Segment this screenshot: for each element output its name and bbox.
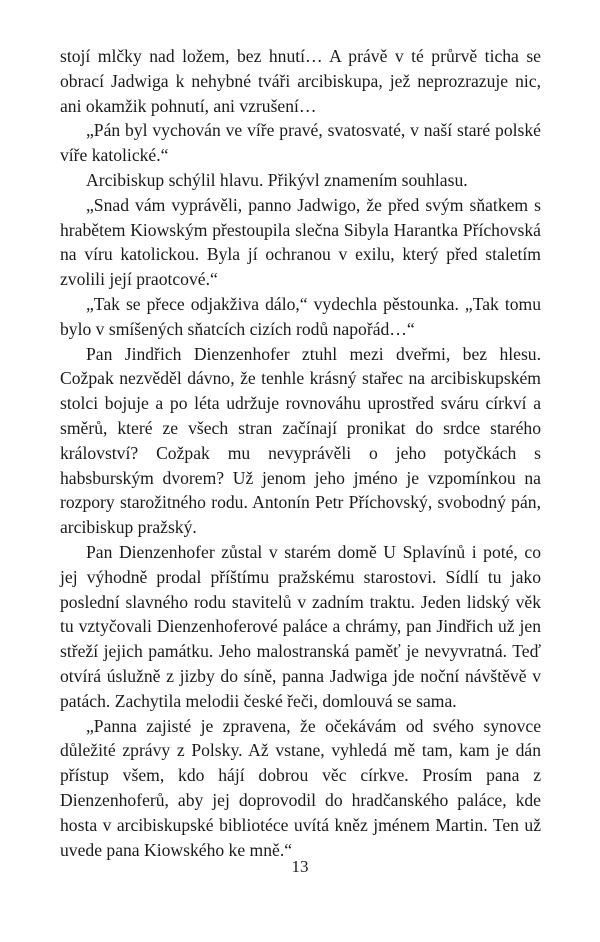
paragraph: Pan Dienzenhofer zůstal v starém domě U Splavínů i poté, co jej výhodně prodal příštímu pražskému starostovi. Sídlí tu jako poslední slavného rodu stavitelů v zadním traktu. Jeden lidský věk tu vztyčovali Dienzenhoferové paláce a chrámy, pan Jindřich už jen střeží jejich památku. Jeho malostranská paměť je nevyvratná. Teď otvírá úslužně z jizby do síně, panna Jadwiga jde noční návštěvě v patách. Zachytila melodii české řeči, domlouvá se sama. [60,541,541,711]
paragraph: „Tak se přece odjakživa dálo,“ vydechla pěstounka. „Tak tomu bylo v smíšených sňatcích cizích rodů napořád…“ [60,293,541,339]
paragraph: Pan Jindřich Dienzenhofer ztuhl mezi dveřmi, bez hlesu. Cožpak nezvěděl dávno, že tenhle krásný stařec na arcibiskupském stolci bojuje a po léta udržuje rovnováhu uprostřed sváru církví a směrů, které ze všech stran začínají pronikat do srdce starého království? Cožpak mu nevyprávěli o jeho potyčkách s habsburským dvorem? Už jenom jeho jméno je vzpomínkou na rozpory starožitného rodu. Antonín Petr Příchovský, svobodný pán, arcibiskup pražský. [60,343,541,538]
paragraph: stojí mlčky nad ložem, bez hnutí… A právě v té průrvě ticha se obrací Jadwiga k nehybné tváři arcibiskupa, jež neprozrazuje nic, ani okamžik pohnutí, ani vzrušení… [60,46,541,116]
page-body [60,44,541,862]
page-number: 13 [291,857,309,876]
paragraph: „Snad vám vyprávěli, panno Jadwigo, že před svým sňatkem s hrabětem Kiowským přestoupila slečna Sibyla Harantka Příchovská na víru katolickou. Byla jí ochranou v exilu, který před staletím zvolili její praotcové.“ [60,194,541,290]
paragraph: Arcibiskup schýlil hlavu. Přikývl znamením souhlasu. [86,169,468,190]
paragraph: „Pán byl vychován ve víře pravé, svatosvaté, v naší staré polské víře katolické.“ [60,120,541,166]
paragraph: „Panna zajisté je zpravena, že očekávám od svého synovce důležité zprávy z Polsky. Až vstane, vyhledá mě tam, kam je dán přístup všem, kdo hájí dobrou věc církve. Prosím pana z Dienzenhoferů, aby jej doprovodil do hradčanského paláce, kde hosta v arcibiskupské bibliotéce uvítá kněz jménem Martin. Ten už uvede pana Kiowského ke mně.“ [60,715,541,860]
